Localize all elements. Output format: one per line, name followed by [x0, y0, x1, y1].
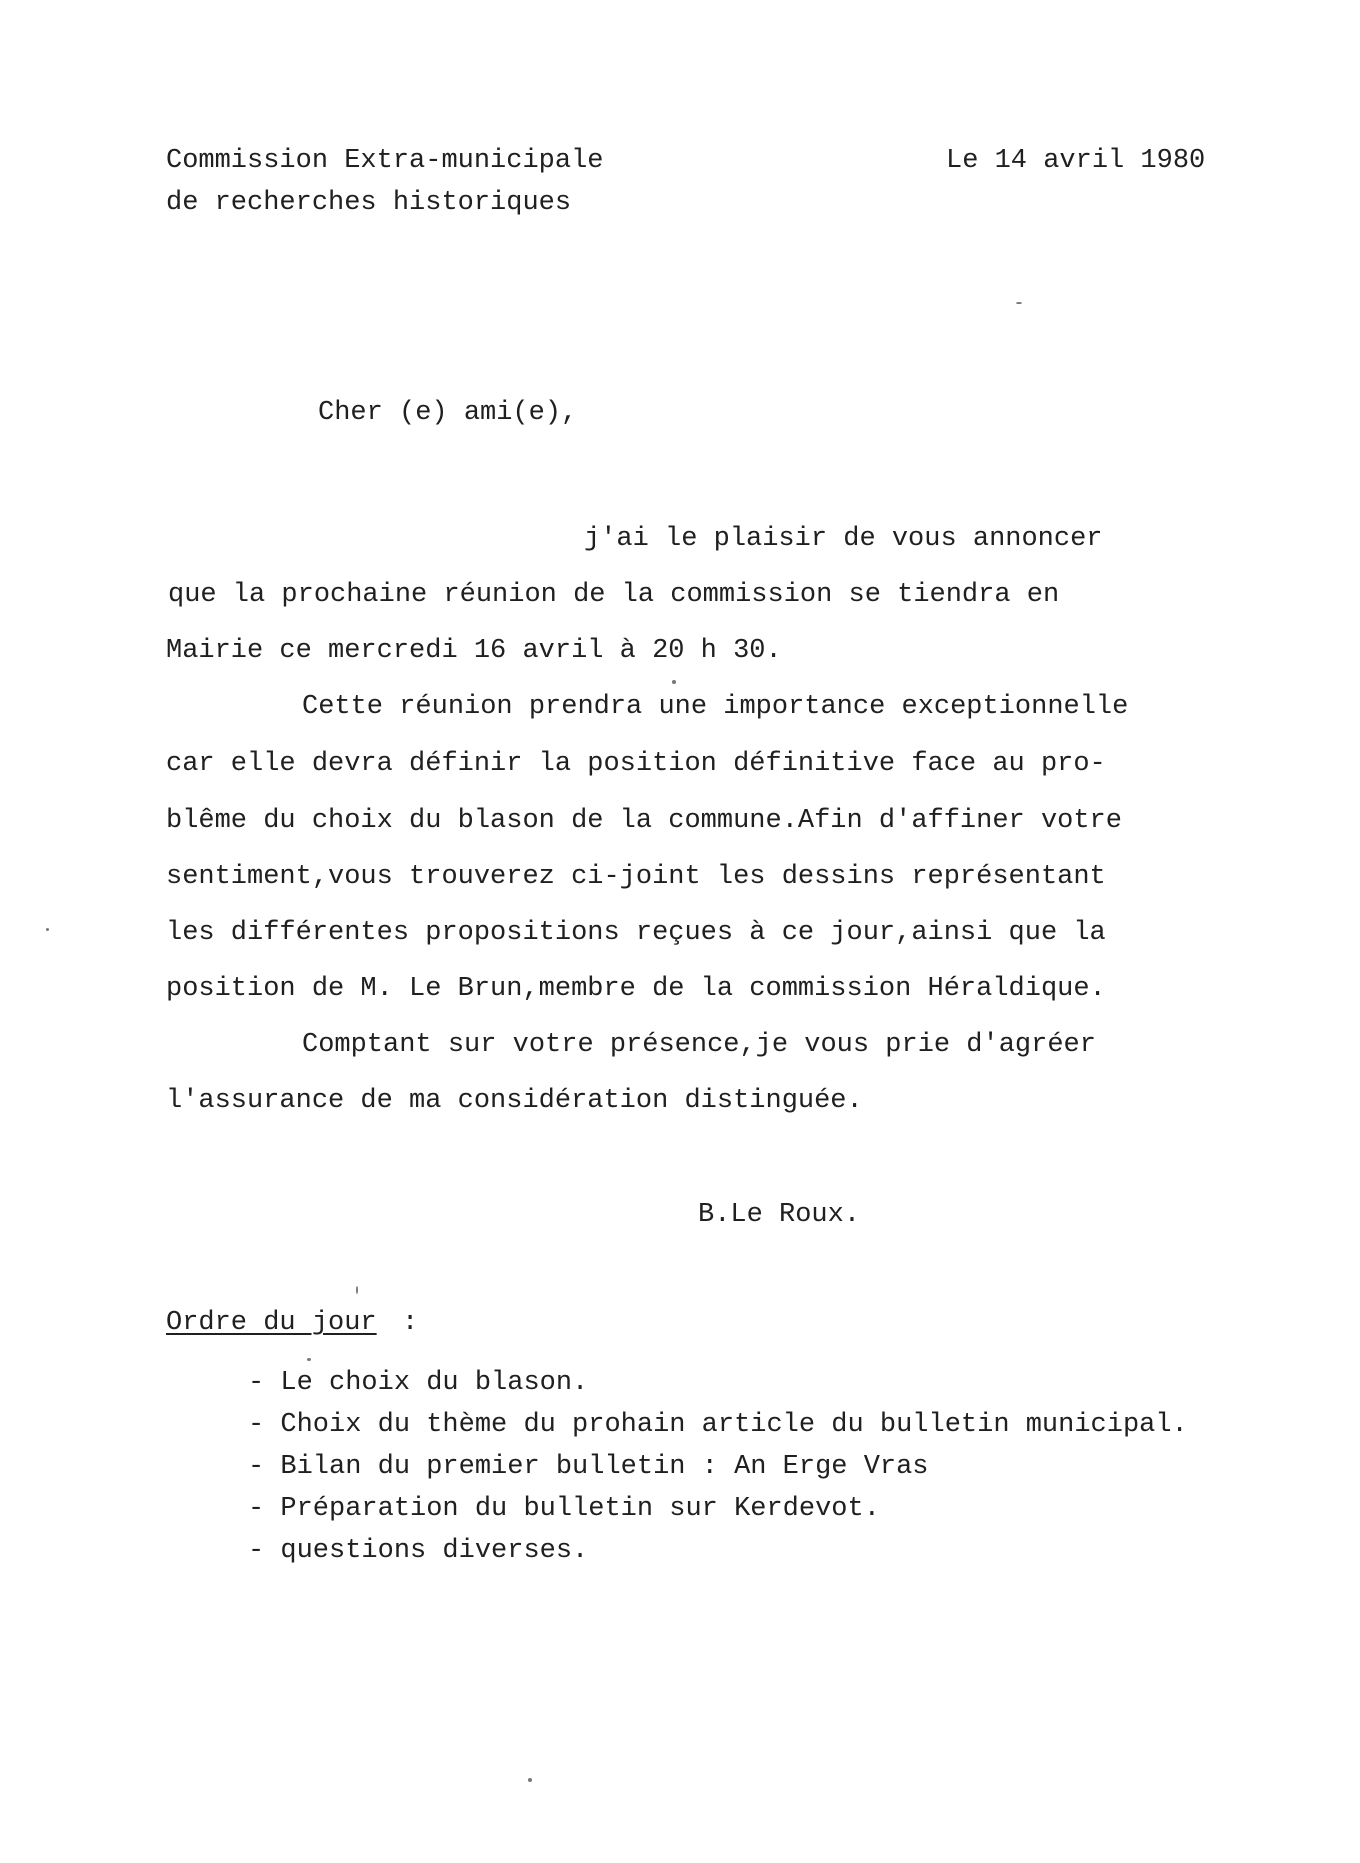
body-line-1: j'ai le plaisir de vous annoncer	[584, 524, 1103, 554]
scan-speck	[307, 1358, 311, 1361]
body-line-9: position de M. Le Brun,membre de la commission Héraldique.	[166, 974, 1106, 1004]
body-line-6: blême du choix du blason de la commune.Afin d'affiner votre	[166, 806, 1122, 836]
body-line-7: sentiment,vous trouverez ci-joint les dessins représentant	[166, 862, 1106, 892]
body-line-2: que la prochaine réunion de la commission se tiendra en	[168, 580, 1060, 610]
scan-speck	[356, 1286, 358, 1294]
agenda-item-5: - questions diverses.	[248, 1536, 589, 1566]
body-line-8: les différentes propositions reçues à ce jour,ainsi que la	[166, 918, 1106, 948]
body-line-10: Comptant sur votre présence,je vous prie d'agréer	[302, 1030, 1096, 1060]
agenda-item-3: - Bilan du premier bulletin : An Erge Vras	[248, 1452, 929, 1482]
agenda-colon: :	[402, 1308, 419, 1338]
sender-line-2: de recherches historiques	[166, 188, 572, 218]
agenda-item-1: - Le choix du blason.	[248, 1368, 589, 1398]
scan-speck	[46, 928, 49, 931]
agenda-heading: Ordre du jour	[166, 1308, 377, 1338]
body-line-3: Mairie ce mercredi 16 avril à 20 h 30.	[166, 636, 782, 666]
scan-speck	[672, 680, 676, 684]
sender-line-1: Commission Extra-municipale	[166, 146, 604, 176]
body-line-5: car elle devra définir la position définitive face au pro-	[166, 749, 1106, 779]
scan-speck	[1016, 302, 1022, 304]
body-line-11: l'assurance de ma considération distinguée.	[166, 1086, 863, 1116]
signature: B.Le Roux.	[698, 1200, 861, 1230]
scan-speck	[528, 1778, 532, 1782]
body-line-4: Cette réunion prendra une importance exceptionnelle	[302, 692, 1129, 722]
agenda-item-4: - Préparation du bulletin sur Kerdevot.	[248, 1494, 880, 1524]
salutation: Cher (e) ami(e),	[318, 398, 578, 428]
agenda-item-2: - Choix du thème du prohain article du bulletin municipal.	[248, 1410, 1188, 1440]
letter-date: Le 14 avril 1980	[946, 146, 1206, 176]
